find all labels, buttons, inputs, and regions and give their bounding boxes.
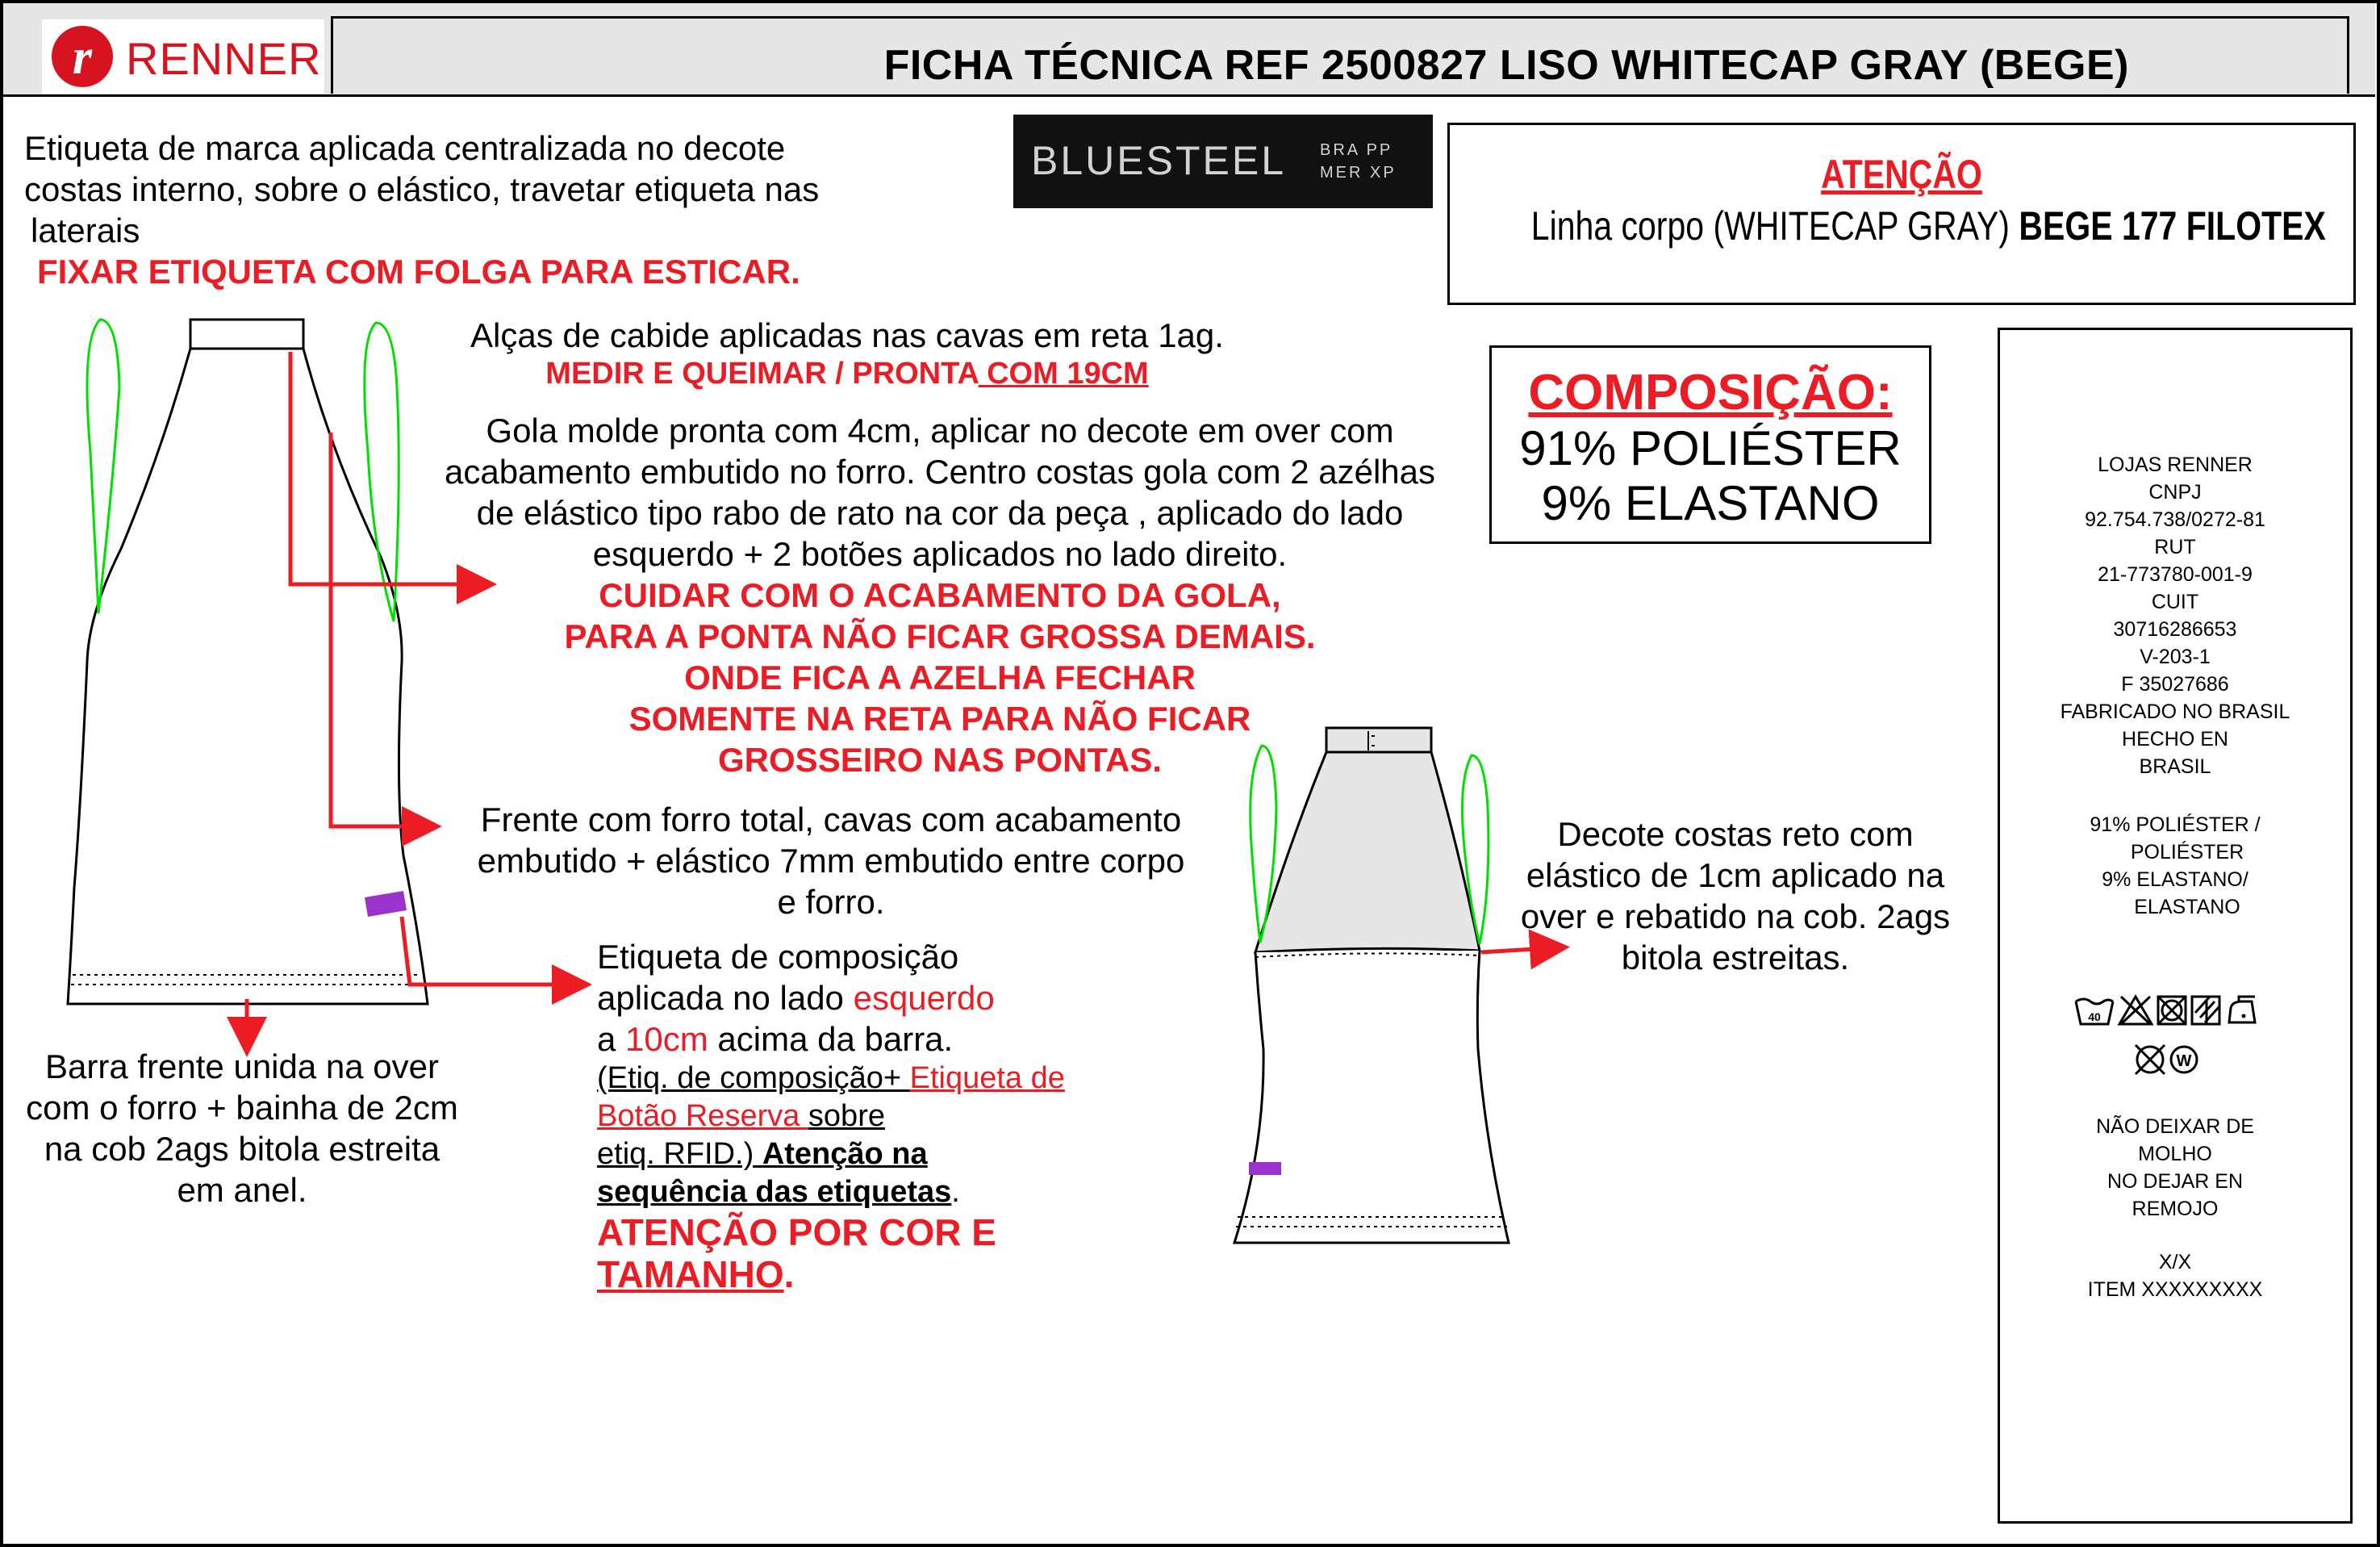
- brand-sizes: BRA PP MER XP: [1320, 141, 1397, 182]
- composition-label-note: Etiqueta de composição aplicada no lado esquerdo a 10cm acima da barra. (Etiq. de composição+ Etiqueta de Botão Reserva sobre etiq. RFID.) Atenção na sequência das etiquetas. ATENÇÃO POR COR E TAMANHO.: [597, 938, 1065, 1295]
- svg-text:40: 40: [2088, 1010, 2101, 1023]
- hem-note: Barra frente unida na over com o forro + bainha de 2cm na cob 2ags bitola estreita em anel.: [26, 1047, 458, 1209]
- front-view-drawing: [68, 320, 428, 1004]
- composition-line-2: 9% ELASTANO: [1541, 476, 1880, 530]
- hanger-loop-note: Alças de cabide aplicadas nas cavas em reta 1ag. MEDIR E QUEIMAR / PRONTA COM 19CM: [470, 316, 1224, 391]
- care-label-company: LOJAS RENNER CNPJ 92.754.738/0272-81 RUT 21-773780-001-9 CUIT 30716286653 V-203-1 F 35027686 FABRICADO NO BRASIL HECHO EN BRASIL: [2060, 454, 2290, 778]
- back-view-drawing: [1234, 728, 1509, 1243]
- svg-text:W: W: [2176, 1052, 2192, 1070]
- collar-note: Gola molde pronta com 4cm, aplicar no decote em over com acabamento embutido no forro. Centro costas gola com 2 azélhas de elástico tipo rabo de rato na cor da peça , aplicado do lado esquerdo + 2 botões aplicados no lado direito. CUIDAR COM O ACABAMENTO DA GOLA, PARA A PONTA NÃO FICAR GROSSA DEMAIS. ONDE FICA A AZELHA FECHAR SOMENTE NA RETA PARA NÃO FICAR GROSSEIRO NAS PONTAS.: [444, 412, 1436, 779]
- care-label-composition: 91% POLIÉSTER / POLIÉSTER 9% ELASTANO/ ELASTANO: [2090, 813, 2261, 918]
- brand-name: BLUESTEEL: [1031, 138, 1287, 183]
- page-title: FICHA TÉCNICA REF 2500827 LISO WHITECAP GRAY (BEGE): [883, 42, 2129, 89]
- renner-logo-icon: r: [52, 26, 113, 87]
- attention-thread-line: Linha corpo (WHITECAP GRAY) BEGE 177 FILOTEX: [1530, 203, 2326, 249]
- composition-line-1: 91% POLIÉSTER: [1519, 421, 1902, 475]
- care-label-soak-warning: NÃO DEIXAR DE MOLHO NO DEJAR EN REMOJO: [2096, 1115, 2254, 1220]
- renner-logo-text: RENNER: [126, 33, 322, 84]
- care-label-item: X/X ITEM XXXXXXXXX: [2087, 1251, 2263, 1301]
- front-lining-note: Frente com forro total, cavas com acabamento embutido + elástico 7mm embutido entre corpo e forro.: [477, 801, 1185, 921]
- composition-title: COMPOSIÇÃO:: [1528, 365, 1893, 420]
- brand-tag-note: Etiqueta de marca aplicada centralizada no decote costas interno, sobre o elástico, travetar etiqueta nas laterais FIXAR ETIQUETA COM FOLGA PARA ESTICAR.: [24, 129, 820, 291]
- back-neckline-note: Decote costas reto com elástico de 1cm aplicado na over e rebatido na cob. 2ags bitola estreitas.: [1520, 815, 1951, 976]
- attention-title: ATENÇÃO: [1821, 152, 1982, 197]
